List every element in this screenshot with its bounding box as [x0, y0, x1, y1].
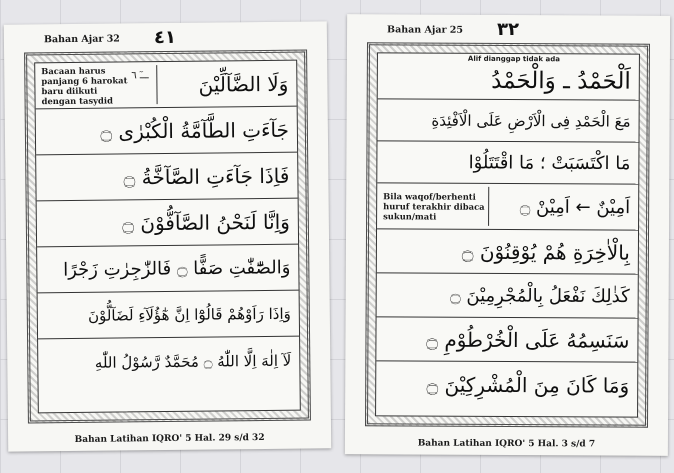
madd-sign: ـــٓ ٦: [131, 70, 149, 82]
left-note-box: [37, 65, 157, 105]
left-row-4: [37, 199, 298, 248]
right-line-5: بِالْاٰخِرَةِ هُمْ يُوْقِنُوْنَ ۝: [461, 239, 630, 265]
right-row-5: [377, 229, 638, 274]
left-line-7: لَآ اِلٰهَ اِلَّا اللّٰهُ ۝ مُحَمَّدٌ رَّسُوْلُ اللّٰهِ: [94, 351, 292, 372]
left-page: [4, 21, 331, 451]
left-page-footer: Bahan Latihan IQRO' 5 Hal. 29 s/d 32: [74, 432, 265, 445]
left-row-5: [37, 245, 298, 294]
right-row-3: [377, 141, 638, 184]
right-page-number: ٣٢: [497, 18, 520, 41]
right-row-8: [376, 361, 637, 408]
left-page-title: Bahan Ajar 32: [43, 33, 120, 46]
right-note-box: [379, 186, 489, 226]
right-row-6: [377, 273, 638, 318]
left-line-2: جَآءَتِ الطَّآمَّةُ الْكُبْرٰى ۝: [100, 117, 290, 144]
left-page-number: ٤١: [153, 26, 177, 49]
right-row-4: [377, 183, 638, 230]
left-line-4: وَاِنَّا لَنَحْنُ الصَّآفُّوْنَ ۝: [122, 209, 290, 235]
left-ornament-border: [24, 50, 311, 424]
right-page: [345, 14, 670, 456]
right-line-8: وَمَا كَانَ مِنَ الْمُشْرِكِيْنَ ۝: [426, 372, 630, 398]
right-page-title: Bahan Ajar 25: [387, 24, 464, 36]
left-row-7: [38, 337, 299, 387]
left-content-box: [34, 60, 301, 414]
left-row-1: [35, 61, 296, 110]
right-line-7: سَنَسِمُهُ عَلَى الْخُرْطُوْمِ ۝: [426, 327, 630, 353]
left-line-5: وَالصّٰٓفّٰتِ صَفًّا ۝ فَالزّٰجِرٰتِ زَجْرًا: [63, 256, 291, 281]
left-page-header: [4, 25, 327, 50]
right-line-6: كَذٰلِكَ نَفْعَلُ بِالْمُجْرِمِيْنَ ۝: [450, 284, 630, 307]
right-line-4: اَمِيْنٌ ← اَمِيْنْ ۝: [519, 196, 631, 218]
left-row-3: [36, 153, 297, 202]
right-content-box: [375, 52, 640, 417]
right-line-3: مَا اكْتَسَبَتْ ؛ مَا اقْتَتَلُوْا: [468, 151, 631, 174]
left-note-text: Bacaan harus panjang 6 harokat baru diikuti dengan tasydid: [41, 64, 128, 106]
right-top-note: Alif dianggap tidak ada: [467, 54, 560, 64]
right-row-2: [377, 99, 638, 142]
right-row-1: [378, 53, 639, 100]
left-line-1: وَلَا الضَّآلِّيْنَ: [198, 71, 289, 97]
left-row-6: [38, 291, 299, 340]
left-row-2: [36, 107, 297, 156]
right-line-2: مَعَ الْحَمْدِ فِى الْاَرْضِ عَلَى الْاَفْئِدَةِ: [431, 111, 631, 131]
right-page-header: [347, 18, 670, 42]
right-ornament-border: [365, 42, 650, 427]
right-line-1: اَلْحَمْدُ ـ وَالْحَمْدُ: [491, 67, 631, 95]
left-line-6: وَاِذَا رَاَوْهُمْ قَالُوْٓا اِنَّ هٰٓؤُلَآءِ لَضَآلُّوْنَ: [87, 304, 291, 325]
right-page-footer: Bahan Latihan IQRO' 5 Hal. 3 s/d 7: [417, 438, 596, 450]
right-note-text: Bila waqof/berhenti huruf terakhir dibaca sukun/mati: [383, 190, 485, 222]
right-row-7: [376, 317, 637, 362]
left-line-3: فَاِذَا جَآءَتِ الصَّآخَّةُ ۝: [123, 163, 290, 189]
